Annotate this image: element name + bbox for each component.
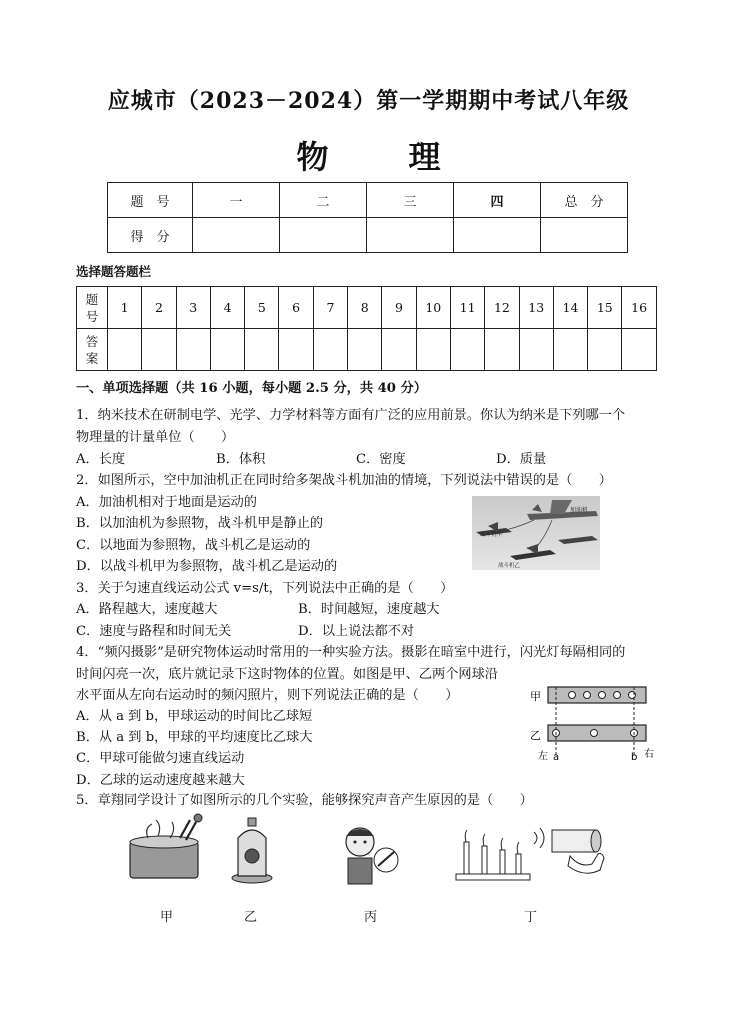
answer-blank-cell[interactable]	[553, 329, 587, 371]
left-label: 左	[538, 751, 548, 762]
answer-blank-cell[interactable]	[519, 329, 553, 371]
q3-option-d[interactable]: D．以上说法都不对	[298, 624, 415, 639]
answer-blank-row	[77, 329, 657, 371]
exam-title: 应城市（2023－2024）第一学期期中考试八年级	[107, 88, 630, 114]
answer-number-cell: 15	[588, 287, 622, 329]
answer-blank-cell[interactable]	[348, 329, 382, 371]
q2-stem: 2．如图所示，空中加油机正在同时给多架战斗机加油的情境，下列说法中错误的是（ ）	[76, 473, 612, 488]
q4-line1: 4．“频闪摄影”是研究物体运动时常用的一种实验方法。摄影在暗室中进行，闪光灯每隔相同的	[76, 645, 626, 660]
experiment-ding-figure	[452, 824, 612, 886]
tanker-label: 加油机	[570, 507, 589, 514]
ball-icon	[569, 692, 576, 699]
caption-bing: 丙	[364, 910, 378, 925]
answer-number-cell: 6	[279, 287, 313, 329]
score-input-cell[interactable]	[541, 218, 628, 253]
answer-blank-cell[interactable]	[588, 329, 622, 371]
score-cell: 三	[367, 183, 454, 218]
q2-option-b[interactable]: B．以加油机为参照物，战斗机甲是静止的	[76, 516, 324, 531]
answer-blank-cell[interactable]	[416, 329, 450, 371]
answer-blank-cell[interactable]	[622, 329, 656, 371]
bell-jar-icon	[232, 818, 272, 883]
q3-options-row2	[76, 621, 520, 642]
ball-icon	[584, 692, 591, 699]
answer-number-cell: 4	[210, 287, 244, 329]
q1-option-a[interactable]: A．长度	[76, 452, 126, 467]
section-heading: 一、单项选择题（共 16 小题，每小题 2.5 分，共 40 分）	[76, 381, 427, 396]
score-input-cell[interactable]	[454, 218, 541, 253]
answer-number-cell: 14	[553, 287, 587, 329]
score-cell: 总 分	[541, 183, 628, 218]
score-table	[107, 182, 628, 253]
q5-stem: 5．章翔同学设计了如图所示的几个实验，能够探究声音产生原因的是（ ）	[76, 793, 533, 808]
q3-option-b[interactable]: B．时间越短，速度越大	[298, 602, 440, 617]
q4-option-a[interactable]: A．从 a 到 b，甲球运动的时间比乙球短	[76, 709, 313, 724]
q4-line2: 时间闪亮一次，底片就记录下这时物体的位置。如图是甲、乙两个网球沿	[76, 667, 498, 682]
answer-row-label	[77, 287, 108, 329]
tuning-fork-water-icon	[130, 814, 202, 878]
answer-blank-cell[interactable]	[108, 329, 142, 371]
q1-option-c[interactable]: C．密度	[356, 452, 406, 467]
marker-a-label: a	[553, 752, 560, 763]
score-header-row	[108, 183, 628, 218]
q2-option-c[interactable]: C．以地面为参照物，战斗机乙是运动的	[76, 538, 311, 553]
caption-yi: 乙	[244, 910, 258, 925]
answer-number-cell: 7	[313, 287, 347, 329]
q4-option-b[interactable]: B．从 a 到 b，甲球的平均速度比乙球大	[76, 730, 313, 745]
caption-ding: 丁	[524, 910, 538, 925]
ball-icon	[599, 692, 606, 699]
score-cell: 四	[454, 183, 541, 218]
boy-comb-icon	[346, 828, 398, 884]
q1-line1: 1．纳米技术在研制电学、光学、力学材料等方面有广泛的应用前景。你认为纳米是下列哪一个	[76, 408, 626, 423]
answer-number-cell: 1	[108, 287, 142, 329]
answer-blank-cell[interactable]	[382, 329, 416, 371]
track-yi-label: 乙	[530, 729, 541, 742]
score-cell: 一	[193, 183, 280, 218]
score-cell: 二	[280, 183, 367, 218]
answer-blank-cell[interactable]	[176, 329, 210, 371]
score-cell: 得 分	[108, 218, 193, 253]
ball-icon	[614, 692, 621, 699]
answer-number-cell: 8	[348, 287, 382, 329]
fighter-b-label: 战斗机乙	[498, 563, 521, 569]
answer-row-label	[77, 329, 108, 371]
answer-number-cell: 11	[450, 287, 484, 329]
q4-option-c[interactable]: C．甲球可能做匀速直线运动	[76, 751, 245, 766]
answer-number-cell: 10	[416, 287, 450, 329]
track-jia-label: 甲	[530, 690, 541, 703]
answer-number-cell: 13	[519, 287, 553, 329]
subject-title: 物 理	[296, 138, 465, 176]
row-label-text: 题号	[85, 291, 99, 324]
answer-blank-cell[interactable]	[485, 329, 519, 371]
marker-b-label: b	[631, 752, 638, 763]
answer-number-cell: 9	[382, 287, 416, 329]
q3-option-c[interactable]: C．速度与路程和时间无关	[76, 624, 232, 639]
caption-jia: 甲	[160, 910, 174, 925]
answer-number-row	[77, 287, 657, 329]
q2-option-d[interactable]: D．以战斗机甲为参照物，战斗机乙是运动的	[76, 559, 338, 574]
q1-option-d[interactable]: D．质量	[496, 452, 547, 467]
q3-options-row1	[76, 599, 520, 620]
q4-line3: 水平面从左向右运动时的频闪照片，则下列说法正确的是（ ）	[76, 688, 459, 703]
experiment-bing-figure	[336, 822, 406, 888]
answer-section-label: 选择题答题栏	[76, 264, 152, 279]
answer-blank-cell[interactable]	[245, 329, 279, 371]
candles-icon	[456, 830, 530, 880]
strobe-figure	[526, 682, 662, 764]
drum-tube-icon	[534, 828, 604, 873]
refueling-figure	[472, 496, 600, 570]
fighter-a-label: 战斗机甲	[480, 532, 503, 538]
answer-blank-cell[interactable]	[450, 329, 484, 371]
score-input-cell[interactable]	[367, 218, 454, 253]
q1-line2: 物理量的计量单位（ ）	[76, 430, 235, 445]
answer-number-cell: 2	[142, 287, 176, 329]
answer-table	[76, 286, 657, 371]
score-input-cell[interactable]	[193, 218, 280, 253]
answer-number-cell: 16	[622, 287, 656, 329]
answer-blank-cell[interactable]	[142, 329, 176, 371]
q3-stem: 3．关于匀速直线运动公式 v=s/t，下列说法中正确的是（ ）	[76, 581, 454, 596]
score-cell: 题 号	[108, 183, 193, 218]
q4-option-d[interactable]: D．乙球的运动速度越来越大	[76, 773, 245, 788]
experiment-yi-figure	[228, 816, 276, 886]
answer-number-cell: 12	[485, 287, 519, 329]
q2-option-a[interactable]: A．加油机相对于地面是运动的	[76, 495, 257, 510]
ball-icon	[591, 730, 598, 737]
q3-option-a[interactable]: A．路程越大，速度越大	[76, 602, 218, 617]
answer-blank-cell[interactable]	[279, 329, 313, 371]
q1-options	[76, 449, 636, 470]
answer-number-cell: 3	[176, 287, 210, 329]
score-input-cell[interactable]	[280, 218, 367, 253]
answer-number-cell: 5	[245, 287, 279, 329]
answer-blank-cell[interactable]	[210, 329, 244, 371]
right-label: 右	[644, 749, 654, 760]
answer-blank-cell[interactable]	[313, 329, 347, 371]
experiment-jia-figure	[118, 812, 218, 884]
score-value-row	[108, 218, 628, 253]
q1-option-b[interactable]: B．体积	[216, 452, 266, 467]
row-label-text: 答案	[85, 333, 99, 366]
